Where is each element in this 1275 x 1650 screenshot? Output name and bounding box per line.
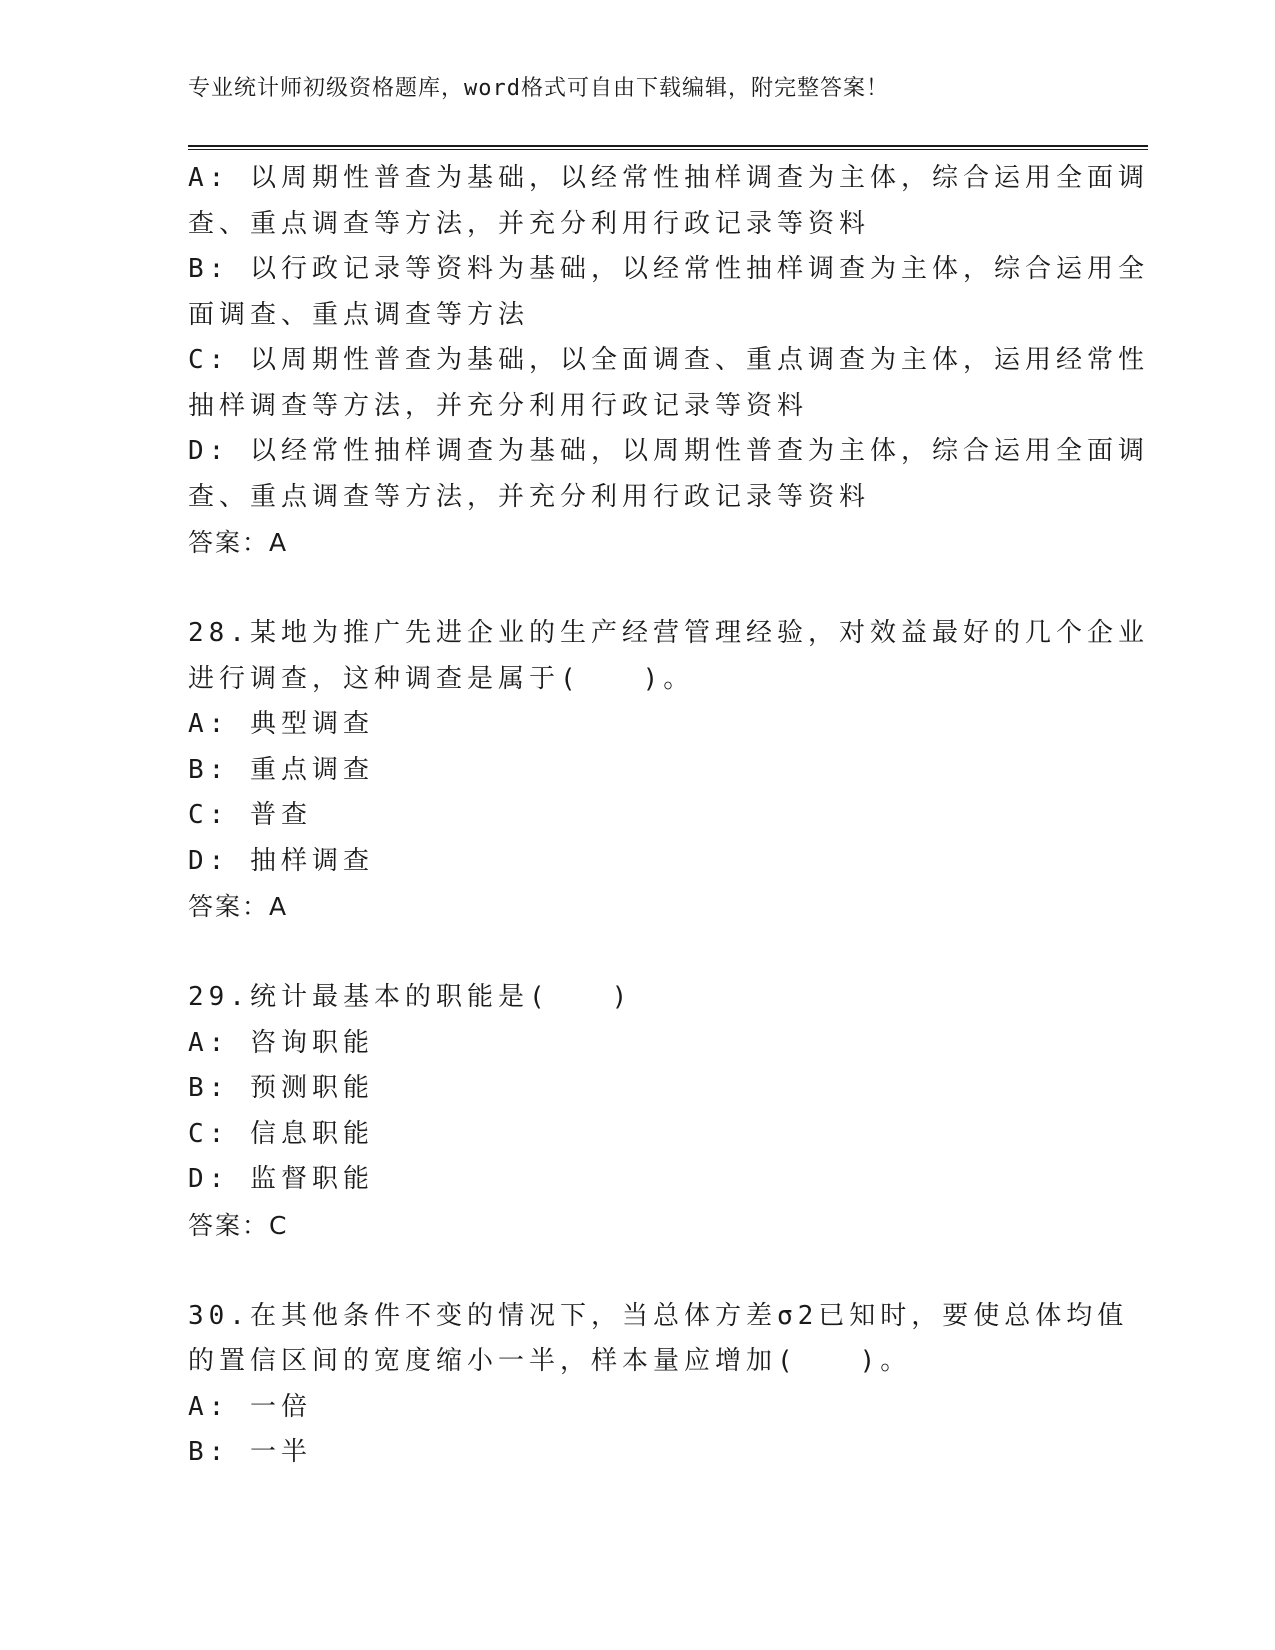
question-content (188, 156, 1149, 1476)
option-d-line-1: D: 以经常性抽样调查为基础，以周期性普查为主体，综合运用全面调 (188, 436, 1149, 466)
option-d-line-2: 查、重点调查等方法，并充分利用行政记录等资料 (188, 481, 871, 512)
option-b-line-1: B: 以行政记录等资料为基础，以经常性抽样调查为主体，综合运用全 (188, 254, 1149, 284)
option-a: A: 一倍 (188, 1391, 312, 1422)
option-c: C: 信息职能 (188, 1118, 374, 1149)
spacer (188, 930, 1068, 976)
question-block-30 (188, 1294, 1129, 1476)
option-d: D: 监督职能 (188, 1164, 374, 1194)
option-d: D: 抽样调查 (188, 845, 374, 876)
spacer (188, 1248, 1068, 1294)
question-block-29 (188, 975, 1068, 1248)
question-stem-line-1: 29.统计最基本的职能是( ) (188, 982, 633, 1012)
option-a: A: 咨询职能 (188, 1027, 374, 1058)
option-c: C: 普查 (188, 800, 312, 830)
option-a-line-1: A: 以周期性普查为基础，以经常性抽样调查为主体，综合运用全面调 (188, 163, 1149, 193)
question-block-28 (188, 611, 1149, 930)
answer-line: 答案：C (188, 1210, 289, 1240)
option-a: A: 典型调查 (188, 709, 374, 739)
answer-line: 答案：A (188, 892, 289, 921)
header-text: 专业统计师初级资格题库，word格式可自由下载编辑，附完整答案！ (188, 76, 889, 101)
question-block-27 (188, 156, 1149, 566)
question-stem-line-1: 30.在其他条件不变的情况下，当总体方差σ2已知时，要使总体均值 (188, 1300, 1129, 1331)
option-a-line-2: 查、重点调查等方法，并充分利用行政记录等资料 (188, 208, 871, 239)
option-b: B: 预测职能 (188, 1073, 374, 1103)
option-b-line-2: 面调查、重点调查等方法 (188, 299, 530, 330)
header-divider (188, 145, 1148, 150)
question-stem-line-2: 进行调查，这种调查是属于( )。 (188, 663, 695, 694)
spacer (188, 566, 1068, 612)
answer-line: 答案：A (188, 528, 289, 557)
question-stem-line-1: 28.某地为推广先进企业的生产经营管理经验，对效益最好的几个企业 (188, 618, 1149, 648)
option-b: B: 一半 (188, 1437, 312, 1467)
option-b: B: 重点调查 (188, 754, 374, 785)
option-c-line-2: 抽样调查等方法，并充分利用行政记录等资料 (188, 390, 809, 421)
question-stem-line-2: 的置信区间的宽度缩小一半，样本量应增加( )。 (188, 1346, 912, 1376)
option-c-line-1: C: 以周期性普查为基础，以全面调查、重点调查为主体，运用经常性 (188, 345, 1149, 375)
